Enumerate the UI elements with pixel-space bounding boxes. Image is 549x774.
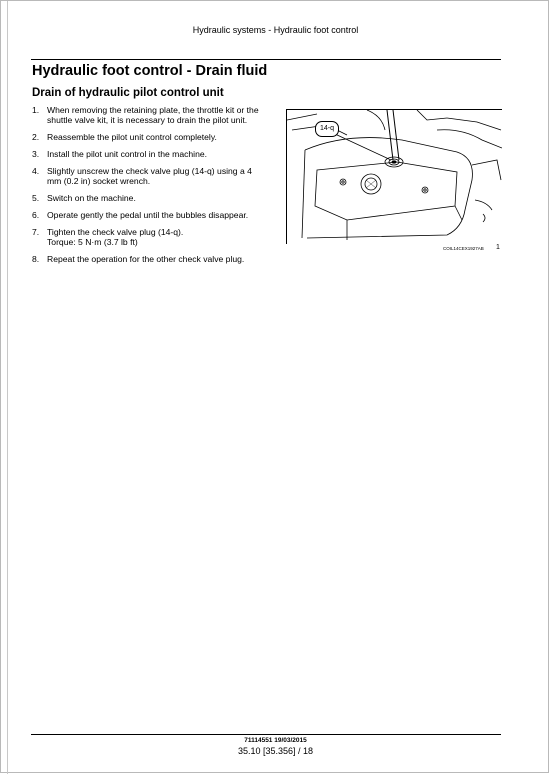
- callout-label: 14-q: [315, 121, 339, 137]
- procedure-steps: [32, 105, 268, 271]
- step-number: 5.: [32, 193, 40, 203]
- step-item: [32, 132, 268, 142]
- running-header: Hydraulic systems - Hydraulic foot control: [192, 25, 359, 35]
- step-number: 8.: [32, 254, 40, 264]
- footer-divider: [31, 734, 501, 735]
- step-item: [32, 193, 268, 203]
- step-text: Reassemble the pilot unit control completely.: [47, 132, 217, 142]
- page-title: Hydraulic foot control - Drain fluid: [32, 63, 268, 79]
- step-number: 6.: [32, 210, 40, 220]
- step-text: Install the pilot unit control in the machine.: [47, 149, 208, 159]
- figure-reference-code: COIL14CEX1927AB: [443, 246, 484, 251]
- footer-document-id: 71114551 19/03/2015: [244, 737, 307, 744]
- step-number: 3.: [32, 149, 40, 159]
- step-item: [32, 210, 268, 220]
- step-item: [32, 254, 268, 264]
- section-subtitle: Drain of hydraulic pilot control unit: [32, 87, 224, 99]
- figure-number: 1: [496, 244, 500, 251]
- step-number: 1.: [32, 105, 40, 115]
- step-item: [32, 227, 268, 247]
- step-text: Tighten the check valve plug (14-q).: [47, 227, 184, 237]
- step-number: 2.: [32, 132, 40, 142]
- torque-spec: Torque: 5 N·m (3.7 lb ft): [47, 237, 138, 247]
- title-divider: [31, 59, 501, 60]
- step-item: [32, 105, 268, 125]
- step-text: When removing the retaining plate, the throttle kit or the shuttle valve kit, it is necessary to drain the pilot unit.: [47, 105, 259, 125]
- footer-page-number: 35.10 [35.356] / 18: [237, 746, 314, 756]
- step-number: 7.: [32, 227, 40, 237]
- pilot-unit-illustration: [286, 109, 502, 244]
- step-number: 4.: [32, 166, 40, 176]
- step-item: [32, 166, 268, 186]
- step-item: [32, 149, 268, 159]
- step-text: Slightly unscrew the check valve plug (14-q) using a 4 mm (0.2 in) socket wrench.: [47, 166, 252, 186]
- step-text: Operate gently the pedal until the bubbles disappear.: [47, 210, 249, 220]
- step-text: Repeat the operation for the other check valve plug.: [47, 254, 245, 264]
- step-text: Switch on the machine.: [47, 193, 136, 203]
- page-margin-line: [7, 1, 8, 774]
